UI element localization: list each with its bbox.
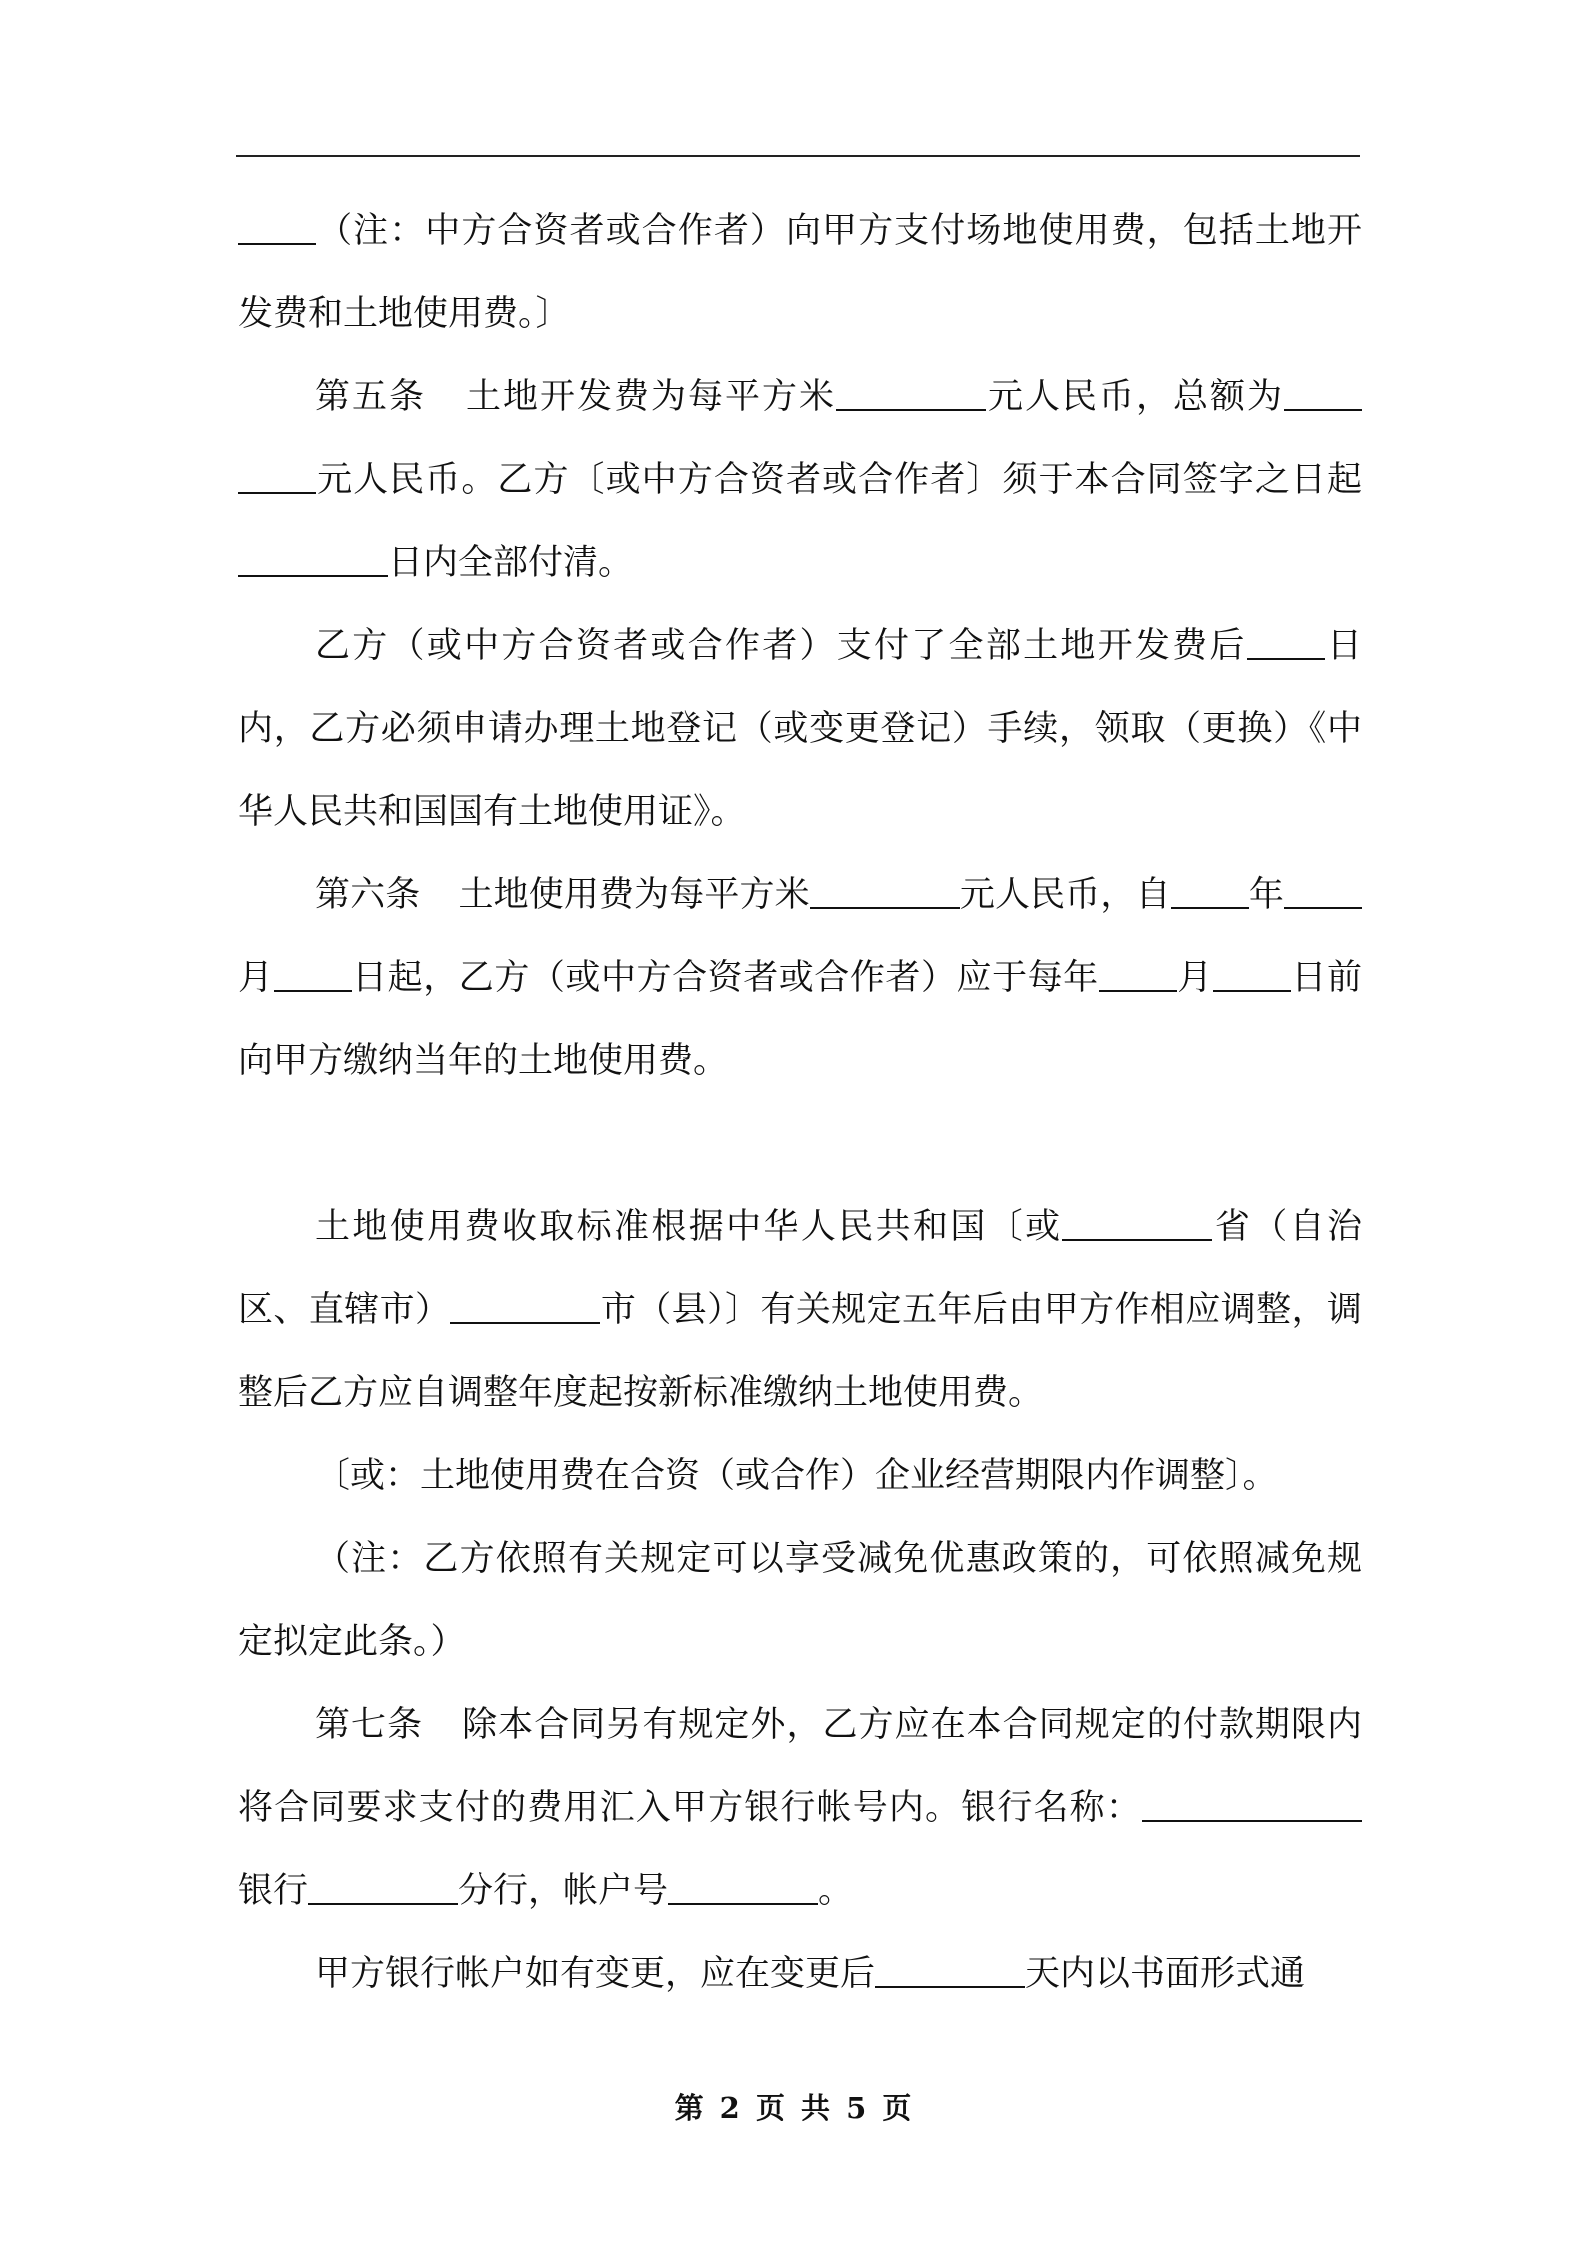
- blank-field[interactable]: [1099, 960, 1177, 992]
- blank-field[interactable]: [1213, 960, 1291, 992]
- blank-field[interactable]: [1247, 628, 1325, 660]
- header-rule: [236, 155, 1360, 157]
- blank-field[interactable]: [1284, 877, 1362, 909]
- article-heading: 第六条: [315, 875, 421, 915]
- article-heading: 第七条: [315, 1705, 424, 1745]
- blank-field[interactable]: [308, 1873, 458, 1905]
- blank-field[interactable]: [274, 960, 352, 992]
- blank-field[interactable]: [238, 462, 316, 494]
- paragraph-land-registration: 乙方（或中方合资者或合作者）支付了全部土地开发费后 日内，乙方必须申请办理土地登记（或变更登记）手续，领取（更换）《中华人民共和国国有土地使用证》。: [238, 626, 1362, 832]
- paragraph-fee-alternative: 〔或：土地使用费在合资（或合作）企业经营期限内作调整〕。: [315, 1456, 1278, 1496]
- blank-field[interactable]: [836, 379, 986, 411]
- blank-field[interactable]: [238, 213, 316, 245]
- paragraph-article-7: 第七条 除本合同另有规定外，乙方应在本合同规定的付款期限内将合同要求支付的费用汇入甲方银行帐号内。银行名称：银行 分行，帐户号 。: [238, 1705, 1362, 1911]
- article-heading: 第五条: [315, 377, 426, 417]
- paragraph-spacer: [238, 1103, 1362, 1186]
- paragraph-article-5: 第五条 土地开发费为每平方米 元人民币，总额为元人民币。乙方〔或中方合资者或合作者〕须于本合同签字之日起日内全部付清。: [238, 356, 1362, 605]
- blank-field[interactable]: [238, 545, 388, 577]
- blank-field[interactable]: [810, 877, 960, 909]
- paragraph-article-6: 第六条 土地使用费为每平方米 元人民币，自 年月 日起，乙方（或中方合资者或合作者）应于每年 月 日前向甲方缴纳当年的土地使用费。: [238, 875, 1362, 1081]
- blank-field[interactable]: [668, 1873, 818, 1905]
- blank-field[interactable]: [875, 1956, 1025, 1988]
- paragraph-exemption-note: （注：乙方依照有关规定可以享受减免优惠政策的，可依照减免规定拟定此条。）: [238, 1539, 1362, 1662]
- blank-field[interactable]: [1142, 1790, 1292, 1822]
- blank-field[interactable]: [1062, 1209, 1212, 1241]
- page-number-footer: 第 2 页 共 5 页: [674, 2091, 912, 2125]
- document-body: [238, 190, 1362, 2016]
- paragraph-bank-change: 甲方银行帐户如有变更，应在变更后 天内以书面形式通: [315, 1954, 1306, 1994]
- blank-field[interactable]: [450, 1292, 600, 1324]
- blank-field[interactable]: [1171, 877, 1249, 909]
- blank-field[interactable]: [1292, 1790, 1362, 1822]
- paragraph-fee-standard: 土地使用费收取标准根据中华人民共和国〔或 省（自治区、直辖市） 市（县）〕有关规定五年后由甲方作相应调整，调整后乙方应自调整年度起按新标准缴纳土地使用费。: [238, 1207, 1362, 1413]
- blank-field[interactable]: [1284, 379, 1362, 411]
- paragraph-site-fee-note: （注：中方合资者或合作者）向甲方支付场地使用费，包括土地开发费和土地使用费。〕: [238, 211, 1362, 334]
